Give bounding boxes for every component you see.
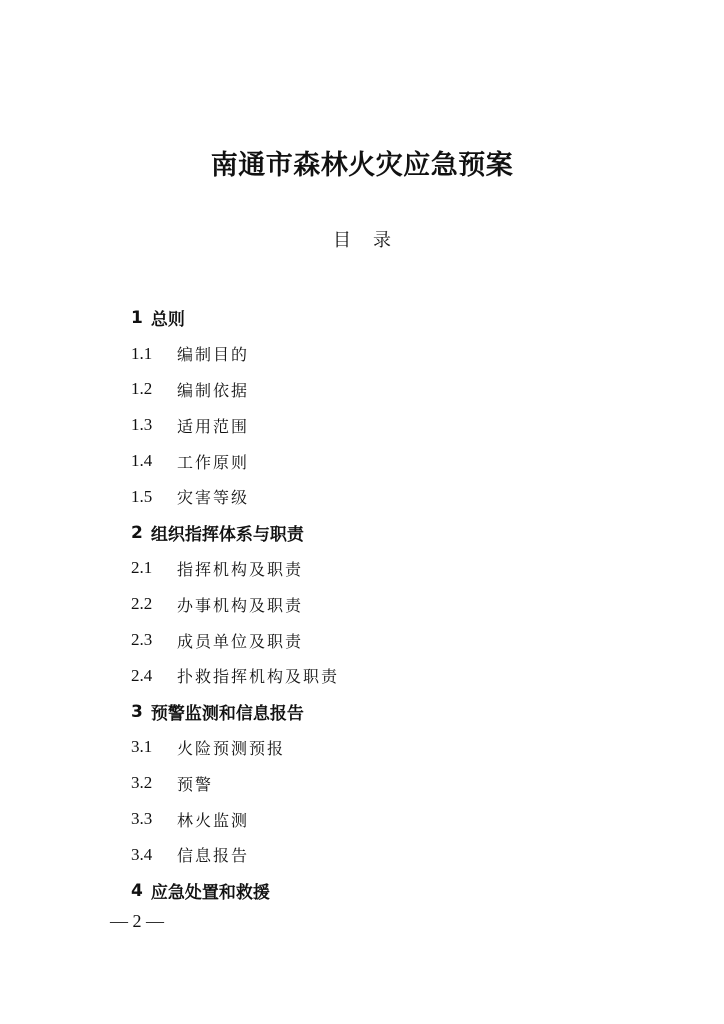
toc-label: 预警	[177, 774, 214, 794]
toc-number: 1.1	[131, 343, 153, 363]
toc-chapter	[131, 515, 651, 551]
toc-label: 林火监测	[177, 810, 250, 830]
toc-number: 3.3	[131, 809, 153, 829]
toc-label: 扑救指挥机构及职责	[177, 667, 340, 687]
toc-section	[131, 586, 651, 622]
toc-label: 适用范围	[177, 416, 250, 436]
toc-section	[131, 658, 651, 694]
toc-number: 3	[131, 701, 143, 722]
toc-number: 2.3	[131, 630, 153, 650]
toc-chapter	[131, 873, 651, 909]
page-number: — 2 —	[110, 911, 164, 931]
toc-section	[131, 479, 651, 515]
toc-section	[131, 730, 651, 766]
toc-heading-char-2: 录	[373, 230, 391, 251]
toc-number: 4	[131, 880, 143, 901]
toc-section	[131, 372, 651, 408]
toc-number: 1	[131, 307, 143, 328]
table-of-contents	[131, 300, 651, 909]
toc-section	[131, 551, 651, 587]
toc-number: 1.4	[131, 451, 153, 471]
toc-number: 2.4	[131, 665, 153, 685]
toc-heading	[0, 228, 724, 254]
toc-number: 3.1	[131, 737, 153, 757]
toc-number: 2	[131, 522, 143, 543]
toc-label: 工作原则	[177, 452, 250, 472]
toc-label: 指挥机构及职责	[177, 559, 304, 579]
document-title: 南通市森林火灾应急预案	[210, 150, 514, 181]
toc-number: 1.3	[131, 415, 153, 435]
toc-section	[131, 622, 651, 658]
toc-number: 1.5	[131, 486, 153, 506]
toc-label: 编制依据	[177, 380, 250, 400]
toc-label: 编制目的	[177, 345, 250, 365]
toc-number: 1.2	[131, 379, 153, 399]
toc-section	[131, 765, 651, 801]
toc-label: 预警监测和信息报告	[150, 704, 304, 725]
toc-label: 应急处置和救援	[150, 883, 270, 904]
toc-section	[131, 443, 651, 479]
toc-section	[131, 407, 651, 443]
toc-section	[131, 837, 651, 873]
toc-number: 2.2	[131, 594, 153, 614]
toc-label: 灾害等级	[177, 488, 250, 508]
toc-section	[131, 801, 651, 837]
toc-heading-char-1: 目	[333, 230, 351, 251]
toc-number: 3.2	[131, 773, 153, 793]
toc-number: 2.1	[131, 558, 153, 578]
toc-label: 总则	[150, 310, 185, 331]
toc-label: 组织指挥体系与职责	[150, 525, 304, 546]
toc-chapter	[131, 694, 651, 730]
toc-section	[131, 336, 651, 372]
toc-label: 成员单位及职责	[177, 631, 304, 651]
toc-number: 3.4	[131, 844, 153, 864]
toc-label: 办事机构及职责	[177, 595, 304, 615]
toc-chapter	[131, 300, 651, 336]
toc-label: 火险预测预报	[177, 738, 286, 758]
toc-label: 信息报告	[177, 846, 250, 866]
